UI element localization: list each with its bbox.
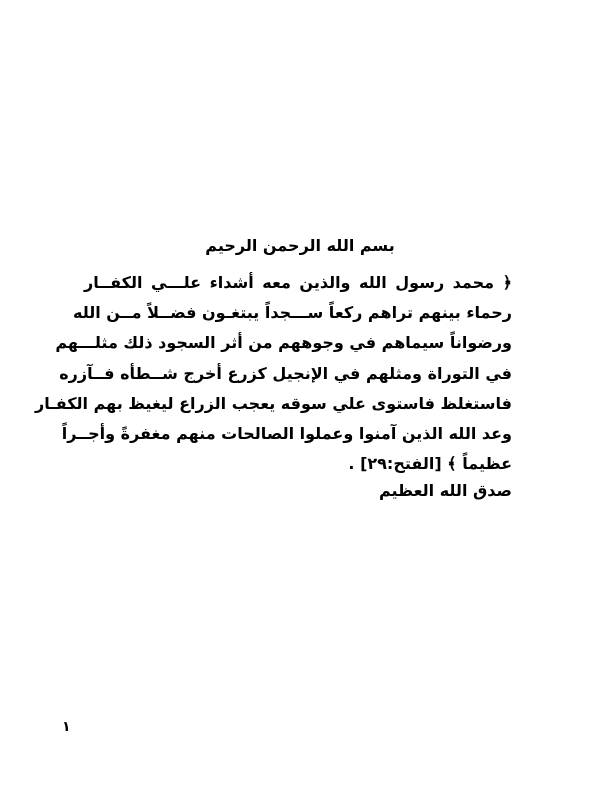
verse-line: رحماء بينهم تراهم ركعاً ســـجداً يبتغـون فضــلاً مــن الله [73, 303, 512, 323]
verse-line: وعد الله الذين آمنوا وعملوا الصالحات منهم مغفرةً وأجــراً [61, 423, 512, 443]
verse-line: فاستغلظ فاستوى علي سوقه يعجب الزراع ليغيظ بهم الكفـار [35, 393, 512, 413]
closing-phrase: صدق الله العظيم [378, 481, 512, 500]
verse-line: عظيماً ﴾ [الفتح:٢٩] . [348, 454, 512, 474]
verse-line: ورضواناً سيماهم في وجوههم من أثر السجود ذلك مثلـــهم [55, 333, 512, 353]
verse-line: في التوراة ومثلهم في الإنجيل كزرع أخرج شــطأه فــآزره [59, 363, 512, 383]
verse-line: ﴿ محمد رسول الله والذين معه أشداء علـــي الكفــار [84, 273, 512, 292]
verse-text [35, 268, 512, 479]
basmala-heading: بسم الله الرحمن الرحيم [205, 236, 395, 255]
page-number: ١ [62, 719, 71, 735]
